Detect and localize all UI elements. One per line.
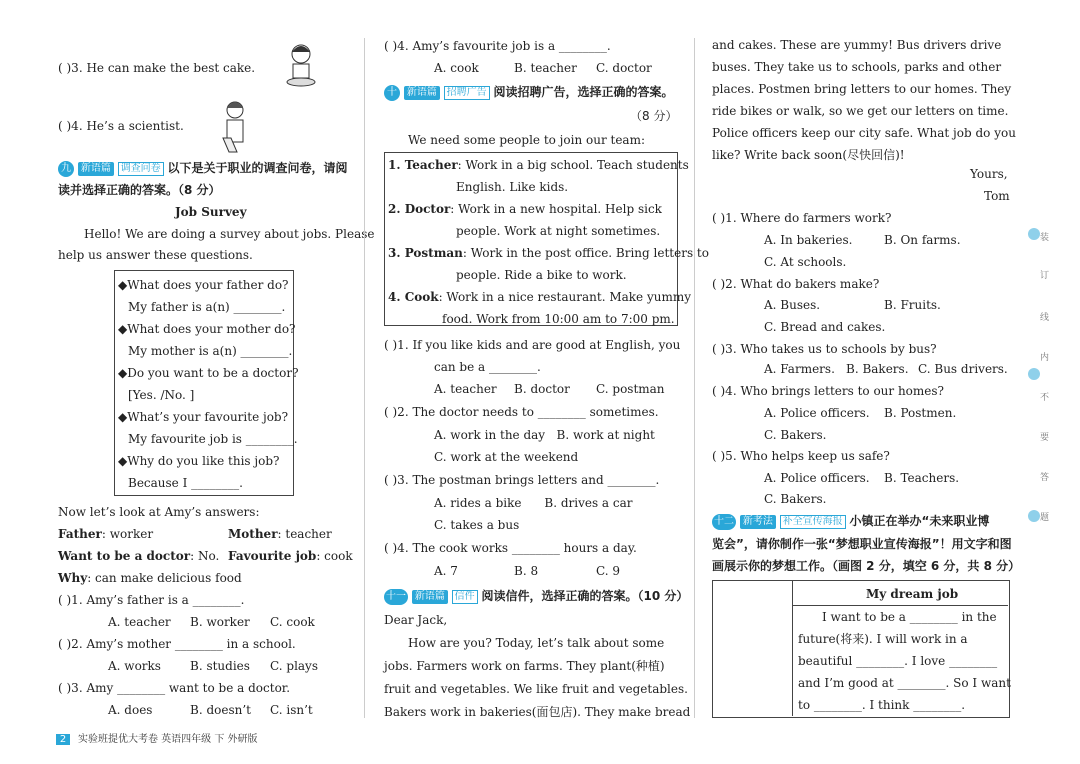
ad-job: 2. Doctor <box>388 202 451 216</box>
question-3: ( )3. Who takes us to schools by bus? <box>712 342 937 356</box>
answer-value: : teacher <box>277 527 332 541</box>
option: A. teacher <box>434 382 497 396</box>
option: C. work at the weekend <box>434 450 579 464</box>
question-5: ( )5. Who helps keep us safe? <box>712 449 890 463</box>
letter-line: and cakes. These are yummy! Bus drivers drive <box>712 38 1002 52</box>
ad-line-cont: English. Like kids. <box>456 180 569 194</box>
binding-char: 题 <box>1040 513 1050 523</box>
binding-char: 装 <box>1040 233 1050 243</box>
section-subtag: 调查问卷 <box>118 162 164 176</box>
letter-line: How are you? Today, let’s talk about some <box>408 636 665 650</box>
option: B. Teachers. <box>884 471 960 485</box>
letter-signature: Tom <box>984 189 1010 203</box>
binding-dot <box>1028 368 1040 380</box>
answer-value: : worker <box>101 527 154 541</box>
question-1: ( )1. Amy’s father is a ________. <box>58 593 245 607</box>
option: A. works <box>108 659 161 673</box>
section-12-title-cont: 览会”，请你制作一张“梦想职业宣传海报”！用文字和图 <box>712 537 1012 551</box>
section-title: 阅读招聘广告，选择正确的答案。 <box>493 85 674 99</box>
ad-desc: : Work in a nice restaurant. Make yummy <box>438 290 691 304</box>
option: B. On farms. <box>884 233 961 247</box>
page-footer <box>56 730 258 745</box>
ad-line-cont: food. Work from 10:00 am to 7:00 pm. <box>442 312 675 326</box>
option: B. doctor <box>514 382 570 396</box>
column-divider <box>694 38 695 718</box>
binding-char: 不 <box>1040 393 1050 403</box>
binding-char: 答 <box>1040 473 1050 483</box>
option: A. In bakeries. <box>764 233 853 247</box>
section-subtag: 招聘广告 <box>444 86 490 100</box>
option: B. Postmen. <box>884 406 957 420</box>
option: A. teacher <box>108 615 171 629</box>
ad-line-cont: people. Ride a bike to work. <box>456 268 627 282</box>
letter-line: jobs. Farmers work on farms. They plant(种植) <box>384 659 665 673</box>
letter-line: like? Write back soon(尽快回信)! <box>712 148 905 162</box>
letter-line: Bakers work in bakeries(面包店). They make bread <box>384 705 691 719</box>
letter-line: buses. They take us to schools, parks and other <box>712 60 1002 74</box>
poster-line: to ________. I think ________. <box>798 698 966 712</box>
option: A. does <box>108 703 153 717</box>
binding-dot <box>1028 228 1040 240</box>
option: C. takes a bus <box>434 518 520 532</box>
option: B. doesn’t <box>190 703 251 717</box>
question-1: ( )1. If you like kids and are good at English, you <box>384 338 681 352</box>
binding-dot <box>1028 510 1040 522</box>
section-10-header <box>384 84 674 101</box>
answer-key: Mother <box>228 527 278 541</box>
page-number: 2 <box>56 734 70 745</box>
section-11-header <box>384 588 688 605</box>
drawing-area[interactable] <box>713 581 791 715</box>
survey-line: My favourite job is ________. <box>128 432 298 446</box>
question-4-picture: ( )4. He’s a scientist. <box>58 119 184 133</box>
option: C. Bread and cakes. <box>764 320 886 334</box>
answer-key: Why <box>58 571 88 585</box>
answer-mother <box>228 526 332 542</box>
answer-favourite <box>228 548 353 564</box>
answer-value: : cook <box>316 549 353 563</box>
survey-line: Because I ________. <box>128 476 243 490</box>
section-12-header <box>712 513 989 530</box>
option: C. doctor <box>596 61 652 75</box>
ad-desc: : Work in the post office. Bring letters to <box>462 246 709 260</box>
survey-line: My father is a(n) ________. <box>128 300 286 314</box>
survey-line: ◆Do you want to be a doctor? <box>118 366 299 380</box>
survey-line: [Yes. /No. ] <box>128 388 195 402</box>
letter-line: Dear Jack, <box>384 613 448 627</box>
section-number: 九 <box>58 161 74 177</box>
binding-char: 线 <box>1040 313 1050 323</box>
question-4: ( )4. Amy’s favourite job is a ________. <box>384 39 611 53</box>
letter-closing: Yours, <box>970 167 1008 181</box>
binding-char: 订 <box>1040 271 1050 281</box>
survey-line: My mother is a(n) ________. <box>128 344 293 358</box>
letter-line: fruit and vegetables. We like fruit and vegetables. <box>384 682 688 696</box>
question-1-cont: can be a ________. <box>434 360 541 374</box>
section-number: 十二 <box>712 514 736 530</box>
ad-desc: : Work in a new hospital. Help sick <box>450 202 662 216</box>
poster-line: and I’m good at ________. So I want <box>798 676 1011 690</box>
question-3: ( )3. The postman brings letters and ________. <box>384 473 660 487</box>
option: B. studies <box>190 659 250 673</box>
poster-title: My dream job <box>866 587 959 601</box>
option: C. Bakers. <box>764 428 827 442</box>
survey-line: ◆What’s your favourite job? <box>118 410 289 424</box>
answer-key: Favourite job <box>228 549 317 563</box>
section-title: 以下是关于职业的调查问卷，请阅 <box>167 161 348 175</box>
section-title: 阅读信件，选择正确的答案。（10 分） <box>481 589 689 603</box>
option: A. rides a bike B. drives a car <box>434 496 633 510</box>
answer-key: Father <box>58 527 102 541</box>
survey-line: ◆Why do you like this job? <box>118 454 280 468</box>
option: A. cook <box>434 61 479 75</box>
option: A. work in the day B. work at night <box>434 428 655 442</box>
question-1: ( )1. Where do farmers work? <box>712 211 892 225</box>
section-tag: 新语篇 <box>404 86 440 100</box>
section-tag: 新语篇 <box>78 162 114 176</box>
option: C. Bakers. <box>764 492 827 506</box>
answer-value: : can make delicious food <box>87 571 242 585</box>
option: C. postman <box>596 382 665 396</box>
question-3-picture: ( )3. He can make the best cake. <box>58 61 256 75</box>
binding-char: 内 <box>1040 353 1050 363</box>
section-tag: 新考法 <box>740 515 776 529</box>
ad-intro: We need some people to join our team: <box>408 133 646 147</box>
poster-title-divider <box>792 605 1008 606</box>
question-4: ( )4. Who brings letters to our homes? <box>712 384 944 398</box>
section-subtag: 补全宣传海报 <box>780 515 846 529</box>
ad-line-cont: people. Work at night sometimes. <box>456 224 661 238</box>
option: B. Fruits. <box>884 298 941 312</box>
ad-job: 4. Cook <box>388 290 439 304</box>
answer-doctor <box>58 548 219 564</box>
section-number: 十一 <box>384 589 408 605</box>
answer-why <box>58 570 242 586</box>
answers-intro: Now let’s look at Amy’s answers: <box>58 505 260 519</box>
section-9-title-cont: 读并选择正确的答案。（8 分） <box>58 183 221 197</box>
poster-line: beautiful ________. I love ________ <box>798 654 998 668</box>
question-2: ( )2. The doctor needs to ________ sometimes. <box>384 405 659 419</box>
option: A. Police officers. <box>764 471 870 485</box>
option: B. 8 <box>514 564 539 578</box>
option: A. Police officers. <box>764 406 870 420</box>
option: C. At schools. <box>764 255 847 269</box>
question-3: ( )3. Amy ________ want to be a doctor. <box>58 681 291 695</box>
option: B. Bakers. <box>846 362 909 376</box>
scientist-illustration <box>215 98 253 156</box>
option: A. Buses. <box>764 298 821 312</box>
survey-intro-1: Hello! We are doing a survey about jobs. Please <box>84 227 375 241</box>
section-tag: 新语篇 <box>412 590 448 604</box>
boy-baking-illustration <box>280 40 322 90</box>
poster-divider <box>792 580 793 716</box>
column-divider <box>364 38 365 718</box>
answer-value: : No. <box>190 549 220 563</box>
ad-line <box>388 245 709 261</box>
section-subtag: 信件 <box>452 590 478 604</box>
ad-job: 3. Postman <box>388 246 463 260</box>
option: B. teacher <box>514 61 577 75</box>
poster-line: I want to be a ________ in the <box>822 610 997 624</box>
binding-char: 要 <box>1040 433 1050 443</box>
option: C. plays <box>270 659 318 673</box>
question-2: ( )2. What do bakers make? <box>712 277 880 291</box>
survey-intro-2: help us answer these questions. <box>58 248 253 262</box>
ad-line <box>388 157 689 173</box>
ad-line <box>388 201 662 217</box>
answer-key: Want to be a doctor <box>58 549 191 563</box>
answer-father <box>58 526 153 542</box>
survey-line: ◆What does your father do? <box>118 278 289 292</box>
option: C. cook <box>270 615 315 629</box>
letter-line: ride bikes or walk, so we get our letters on time. <box>712 104 1009 118</box>
ad-desc: : Work in a big school. Teach students <box>457 158 689 172</box>
letter-line: places. Postmen bring letters to our homes. They <box>712 82 1012 96</box>
option: A. Farmers. <box>764 362 835 376</box>
option: A. 7 <box>434 564 458 578</box>
ad-line <box>388 289 691 305</box>
section-10-score: （8 分） <box>630 109 678 123</box>
section-title: 小镇正在举办“未来职业博 <box>849 514 990 528</box>
option: C. Bus drivers. <box>918 362 1008 376</box>
option: C. 9 <box>596 564 621 578</box>
ad-job: 1. Teacher <box>388 158 458 172</box>
section-number: 十 <box>384 85 400 101</box>
question-4b: ( )4. The cook works ________ hours a day. <box>384 541 637 555</box>
option: C. isn’t <box>270 703 313 717</box>
book-title: 实验班提优大考卷 英语四年级 下 外研版 <box>78 734 258 745</box>
survey-title: Job Survey <box>175 205 247 219</box>
section-12-title-cont: 画展示你的梦想工作。（画图 2 分，填空 6 分，共 8 分） <box>712 559 1021 573</box>
poster-line: future(将来). I will work in a <box>798 632 968 646</box>
letter-line: Police officers keep our city safe. What job do you <box>712 126 1016 140</box>
question-2: ( )2. Amy’s mother ________ in a school. <box>58 637 296 651</box>
survey-line: ◆What does your mother do? <box>118 322 296 336</box>
section-9-header <box>58 160 348 177</box>
option: B. worker <box>190 615 250 629</box>
